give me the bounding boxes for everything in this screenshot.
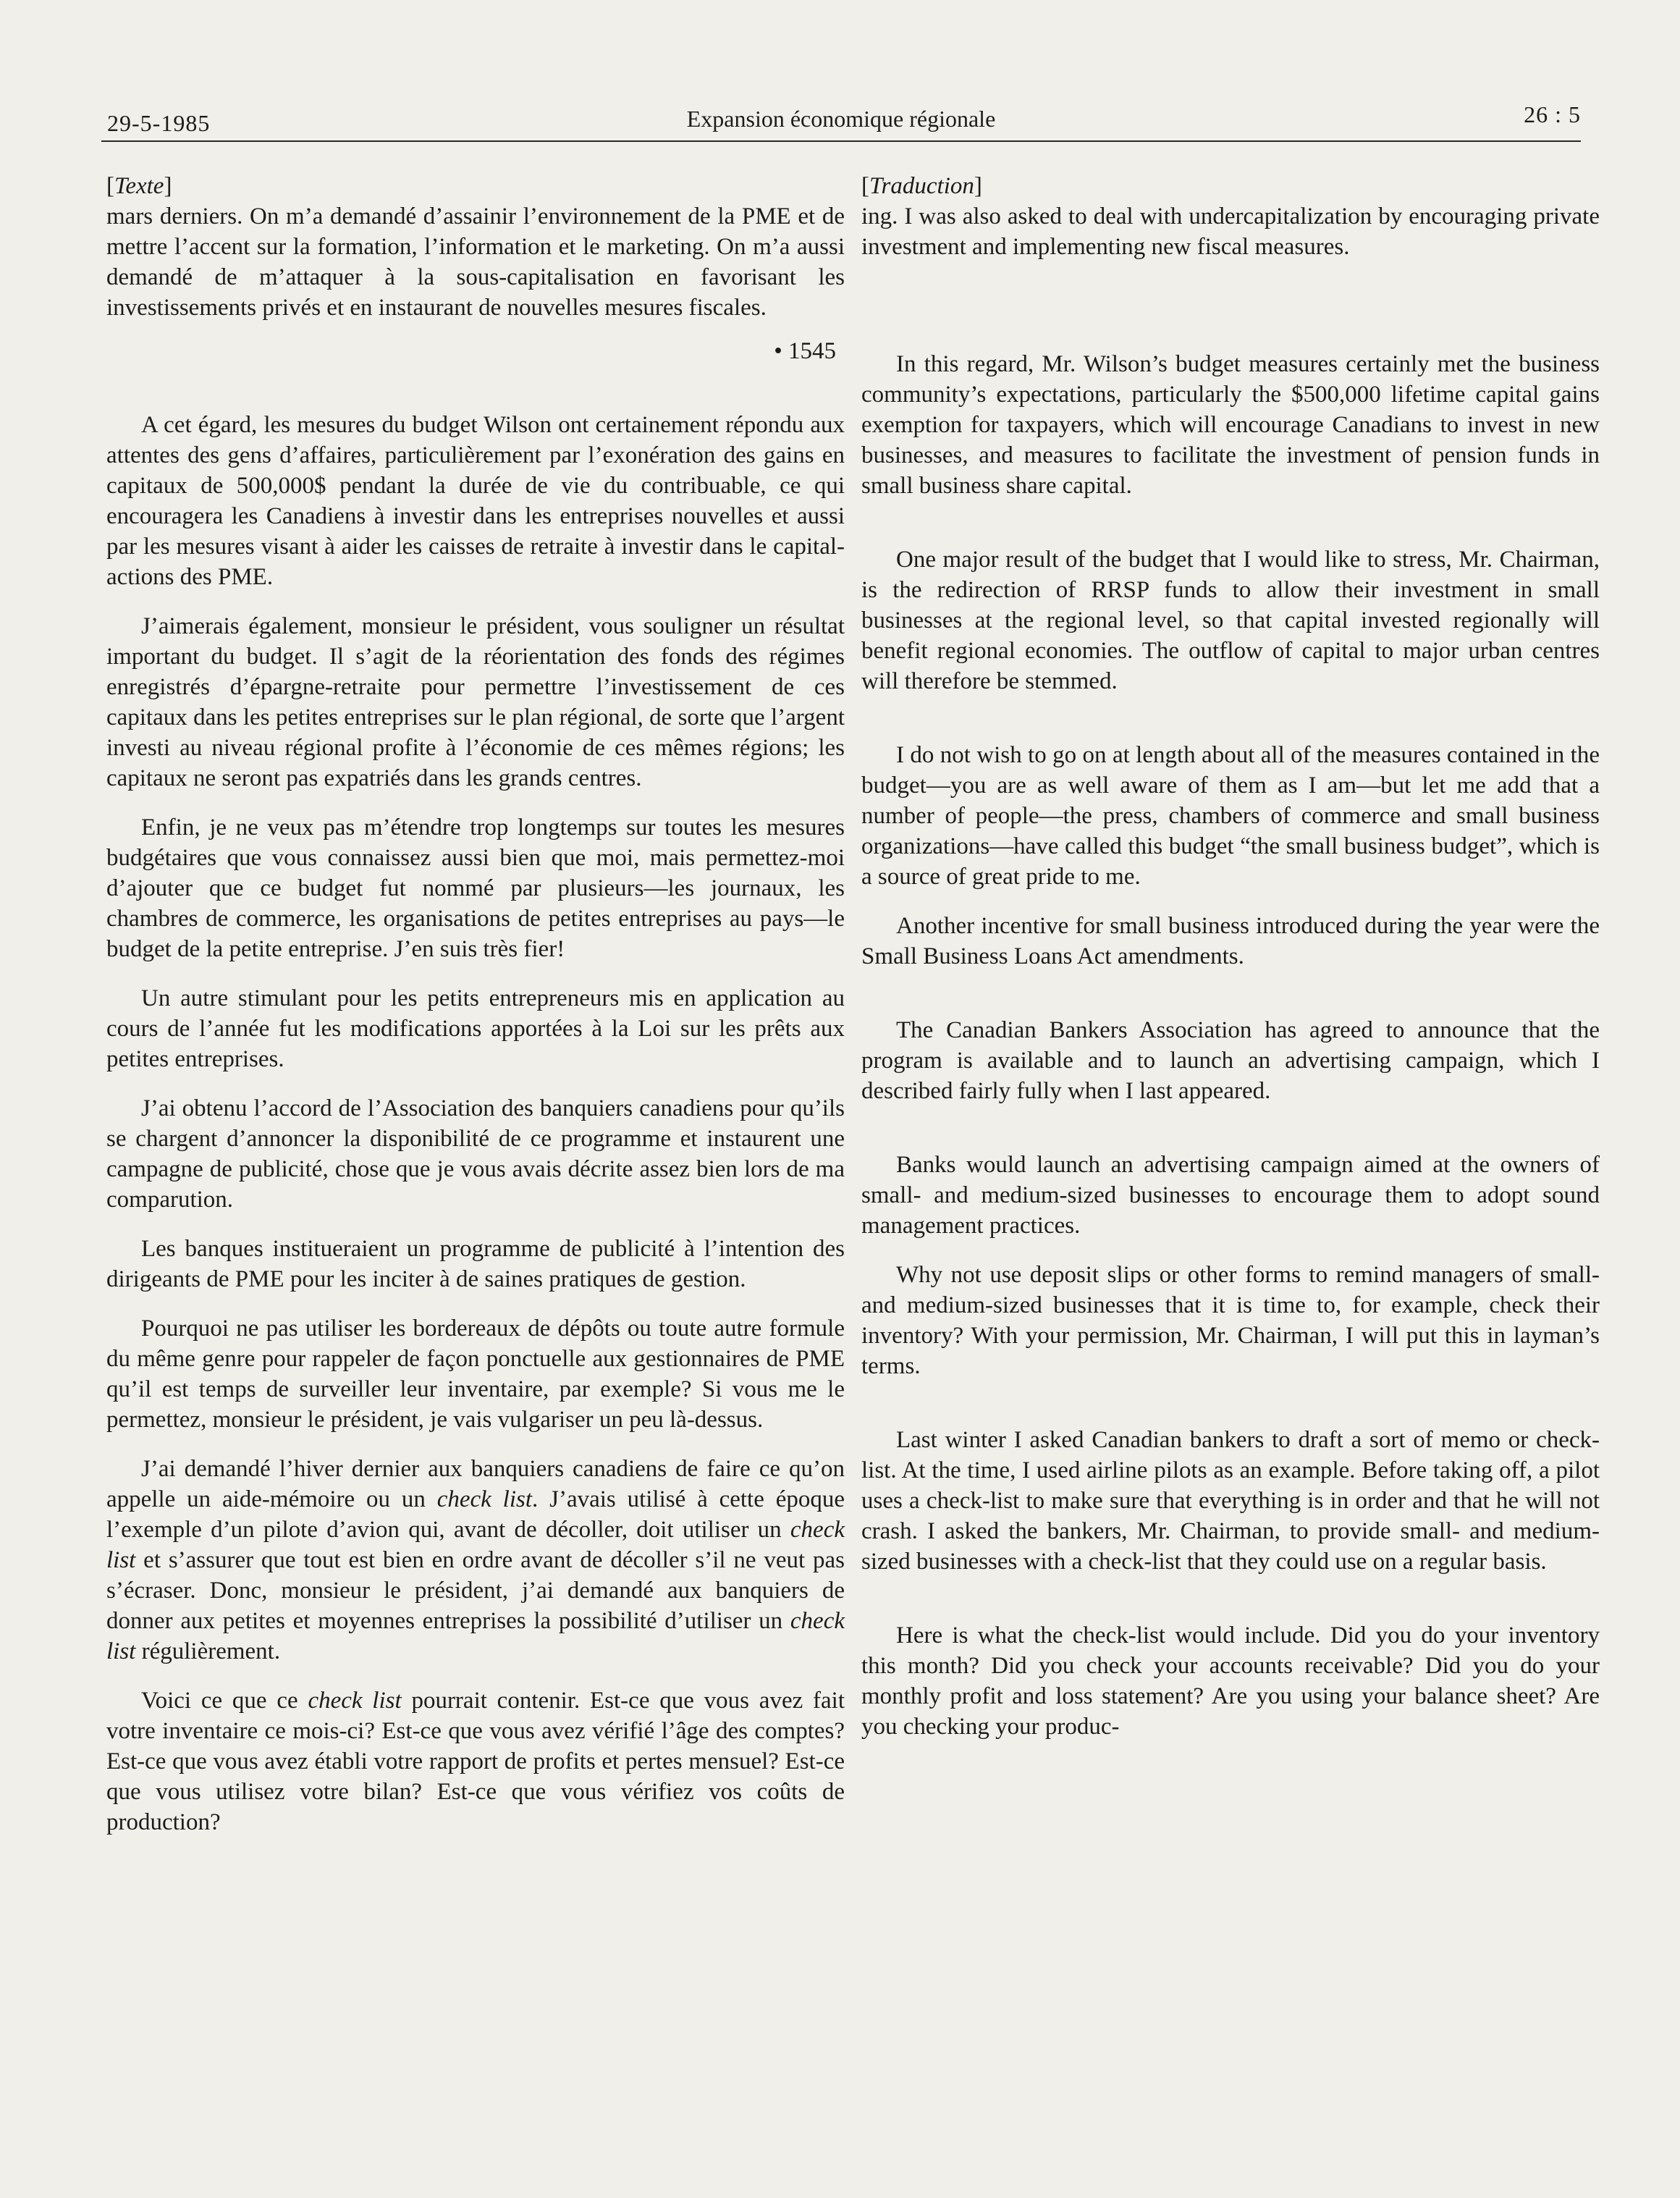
paragraph: J’ai demandé l’hiver dernier aux banquiers canadiens de faire ce qu’on appelle un aide-mémoire ou un check list. J’avais utilisé à cette époque l’exemple d’un pilote d’avion qui, avant de décoller, doit utiliser un check list et s’assurer que tout est bien en ordre avant de décoller s’il ne veut pas s’écraser. Donc, monsieur le président, j’ai demandé aux banquiers de donner aux petites et moyennes entreprises la possibilité d’utiliser un check list régulièrement. bbox=[106, 1456, 845, 1664]
paragraph: ing. I was also asked to deal with undercapitalization by encouraging private investment and implementing new fiscal measures. bbox=[861, 203, 1600, 260]
paragraph: In this regard, Mr. Wilson’s budget measures certainly met the business community’s expectations, particularly the $500,000 lifetime capital gains exemption for taxpayers, which will encourage Canadians to invest in new businesses, and measures to facilitate the investment of pension funds in small business share capital. bbox=[861, 351, 1600, 499]
paragraph: mars derniers. On m’a demandé d’assainir l’environnement de la PME et de mettre l’accent sur la formation, l’information et le marketing. On m’a aussi demandé de m’attaquer à la sous-capitalisation en favorisant les investissements privés et en instaurant de nouvelles mesures fiscales. bbox=[106, 203, 845, 321]
column-label-traduction: [Traduction] bbox=[861, 173, 982, 199]
paragraph: J’ai obtenu l’accord de l’Association des banquiers canadiens pour qu’ils se chargent d’annoncer la disponibilité de ce programme et instaurent une campagne de publicité, chose que je vous avais décrite assez bien lors de ma comparution. bbox=[106, 1095, 845, 1213]
header-date: 29-5-1985 bbox=[107, 110, 211, 136]
paragraph: Les banques institueraient un programme de publicité à l’intention des dirigeants de PME pour les inciter à de saines pratiques de gestion. bbox=[106, 1236, 845, 1292]
paragraph: One major result of the budget that I would like to stress, Mr. Chairman, is the redirection of RRSP funds to allow their investment in small businesses at the regional level, so that capital invested regionally will benefit regional economies. The outflow of capital to major urban centres will therefore be stemmed. bbox=[861, 547, 1600, 694]
paragraph: Last winter I asked Canadian bankers to draft a sort of memo or check-list. At the time, I used airline pilots as an example. Before taking off, a pilot uses a check-list to make sure that everything is in order and that he will not crash. I asked the bankers, Mr. Chairman, to provide small- and medium-sized businesses with a check-list that they could use on a regular basis. bbox=[861, 1427, 1600, 1575]
spacer bbox=[861, 275, 1600, 306]
header-title: Expansion économique régionale bbox=[686, 106, 996, 132]
paragraph: Banks would launch an advertising campaign aimed at the owners of small- and medium-sized businesses to encourage them to adopt sound management practices. bbox=[861, 1152, 1600, 1239]
paragraph: Enfin, je ne veux pas m’étendre trop longtemps sur toutes les mesures budgétaires que vous connaissez aussi bien que moi, mais permettez-moi d’ajouter que ce budget fut nommé par plusieurs—les journaux, les chambres de commerce, les organisations de petites entreprises au pays—le budget de la petite entreprise. J’en suis très fier! bbox=[106, 814, 845, 962]
french-column bbox=[106, 171, 845, 1837]
paragraph: Voici ce que ce check list pourrait contenir. Est-ce que vous avez fait votre inventaire ce mois-ci? Est-ce que vous avez vérifié l’âge des comptes? Est-ce que vous avez établi votre rapport de profits et pertes mensuel? Est-ce que vous utilisez votre bilan? Est-ce que vous vérifiez vos coûts de production? bbox=[106, 1688, 845, 1835]
header-page-number: 26 : 5 bbox=[1524, 101, 1581, 127]
column-label-texte: [Texte] bbox=[106, 173, 172, 199]
paragraph: I do not wish to go on at length about all of the measures contained in the budget—you are as well aware of them as I am—but let me add that a number of people—the press, chambers of commerce and small business organizations—have called this budget “the small business budget”, which is a source of great pride to me. bbox=[861, 742, 1600, 890]
paragraph: J’aimerais également, monsieur le président, vous souligner un résultat important du budget. Il s’agit de la réorientation des fonds des régimes enregistrés d’épargne-retraite pour permettre l’investissement de ces capitaux dans les petites entreprises sur le plan régional, de sorte que l’argent investi au niveau régional profite à l’économie de ces mêmes régions; les capitaux ne seront pas expatriés dans les grands centres. bbox=[106, 613, 845, 791]
time-marker: • 1545 bbox=[774, 338, 836, 364]
paragraph: Pourquoi ne pas utiliser les bordereaux de dépôts ou toute autre formule du même genre pour rappeler de façon ponctuelle aux gestionnaires de PME qu’il est temps de surveiller leur inventaire, par exemple? Si vous me le permettez, monsieur le président, je vais vulgariser un peu là-dessus. bbox=[106, 1315, 845, 1433]
paragraph: Here is what the check-list would include. Did you do your inventory this month? Did you check your accounts receivable? Did you do your monthly profit and loss statement? Are you using your balance sheet? Are you checking your produc- bbox=[861, 1622, 1600, 1740]
paragraph: Un autre stimulant pour les petits entrepreneurs mis en application au cours de l’année fut les modifications apportées à la Loi sur les prêts aux petites entreprises. bbox=[106, 985, 845, 1072]
paragraph: A cet égard, les mesures du budget Wilson ont certainement répondu aux attentes des gens d’affaires, particulièrement par l’exonération des gains en capitaux de 500,000$ pendant la durée de vie du contribuable, ce qui encouragera les Canadiens à investir dans les entreprises nouvelles et aussi par les mesures visant à aider les caisses de retraite à investir dans le capital-actions des PME. bbox=[106, 412, 845, 590]
english-column bbox=[861, 171, 1600, 1742]
page-header bbox=[101, 100, 1581, 142]
paragraph: The Canadian Bankers Association has agreed to announce that the program is available and to launch an advertising campaign, which I described fairly fully when I last appeared. bbox=[861, 1017, 1600, 1104]
paragraph: Another incentive for small business introduced during the year were the Small Business Loans Act amendments. bbox=[861, 913, 1600, 969]
paragraph: Why not use deposit slips or other forms to remind managers of small- and medium-sized businesses that it is time to, for example, check their inventory? With your permission, Mr. Chairman, I will put this in layman’s terms. bbox=[861, 1262, 1600, 1379]
